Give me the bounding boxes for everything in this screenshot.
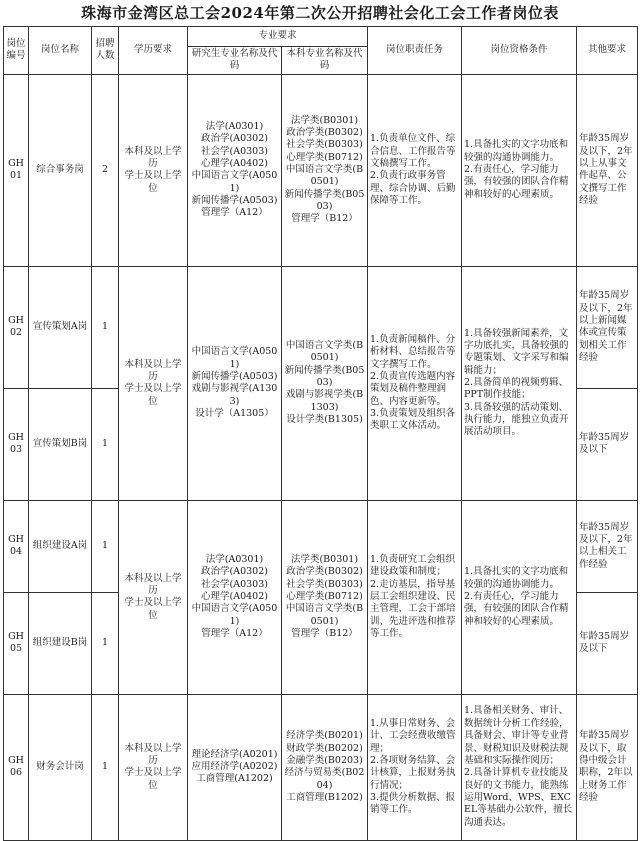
graduate-majors [188, 500, 282, 694]
cell-line: 2.各项财务结算、会计核算，上报财务执行情况； [370, 754, 456, 791]
cell-line: 学士及以上学位 [124, 383, 182, 407]
undergraduate-majors [282, 694, 368, 840]
header-edu: 学历要求 [119, 27, 188, 75]
cell-line: 3.具备较强的活动策划、执行能力，能独立负责开展活动项目。 [464, 401, 569, 438]
cell-line: 管理学（B12） [291, 213, 358, 225]
position-name: 组织建设B岗 [29, 592, 92, 694]
cell-line: 应用经济学(A0202) [191, 761, 278, 773]
position-name: 组织建设A岗 [29, 500, 92, 592]
header-major: 专业要求 [188, 27, 368, 47]
cell-line: 3.负责策划及组织各类职工文体活动。 [370, 407, 456, 432]
education-requirement [119, 74, 188, 266]
cell-line: 社会学类(B0303) [286, 578, 363, 590]
cell-line: 1.具备扎实的文字功底和较强的沟通协调能力。 [464, 566, 569, 590]
graduate-majors [188, 74, 282, 266]
other-requirements: 年龄35周岁及以下，2年以上从事文件起草、公文撰写工作经验 [577, 74, 638, 266]
cell-line: 中国语言文学(A0501) [191, 170, 278, 194]
cell-line: 2.具备计算机专业技能及良好的文书能力，能熟练运用Word、WPS、EXCEL等基础办公软件，擅长沟通表达。 [464, 767, 573, 828]
table-header-row [4, 27, 638, 47]
cell-line: 管理学（B12） [291, 628, 358, 640]
other-requirements: 年龄35周岁及以下 [577, 388, 638, 500]
education-requirement [119, 500, 188, 694]
cell-line: 2.负责宣传选题内容策划及稿件整理润色、内容更新等。 [370, 370, 456, 407]
cell-line: 戏剧与影视学类(B1303) [285, 389, 364, 413]
position-code: GH01 [4, 74, 29, 266]
other-requirements: 年龄35周岁及以下，2年以上相关工作经验 [577, 500, 638, 592]
cell-line: 中国语言文学类(B0501) [285, 603, 364, 627]
education-requirement [119, 694, 188, 840]
undergraduate-majors [282, 500, 368, 694]
cell-line: 2.具备简单的视频剪辑、PPT制作技能； [464, 377, 569, 401]
cell-line: 经济学类(B0201) [286, 730, 363, 742]
hire-count: 1 [92, 592, 119, 694]
cell-line: 1.负责单位文件、综合信息、工作报告等文稿撰写工作。 [370, 133, 456, 169]
position-name: 综合事务岗 [29, 74, 92, 266]
job-qualifications [462, 500, 577, 694]
cell-line: 2.负责行政事务管理、综合协调、后勤保障等工作。 [370, 170, 456, 206]
other-requirements: 年龄35周岁及以下 [577, 592, 638, 694]
hire-count: 1 [92, 266, 119, 388]
cell-line: 本科及以上学历 [124, 572, 182, 596]
cell-line: 心理学类(B0712) [286, 591, 363, 603]
cell-line: 经济与贸易类(B0204) [284, 767, 365, 791]
cell-line: 新闻传播学(A0503) [191, 370, 278, 382]
cell-line: 中国语言文学(A0501) [191, 346, 278, 370]
cell-line: 社会学类(B0303) [286, 139, 363, 151]
table-row [4, 266, 638, 388]
cell-line: 工商管理(A1202) [196, 773, 273, 785]
position-code: GH03 [4, 388, 29, 500]
cell-line: 金融学类(B0203) [286, 754, 363, 766]
cell-line: 管理学（A12） [201, 207, 268, 219]
cell-line: 新闻传播学(A0503) [191, 194, 278, 206]
cell-line: 社会学(A0303) [201, 145, 268, 157]
job-duties [368, 266, 462, 500]
cell-line: 戏剧与影视学(A1303) [191, 383, 278, 407]
cell-line: 3.提供分析数据、报销等工作。 [370, 791, 456, 816]
cell-line: 法学类(B0301) [290, 553, 359, 565]
cell-line: 1.具备扎实的文字功底和较强的沟通协调能力。 [464, 139, 569, 163]
header-count: 招聘人数 [92, 27, 119, 75]
cell-line: 1.负责研究工会组织建设政策和制度； [370, 553, 456, 578]
header-grad-major: 研究生专业名称及代码 [188, 47, 282, 75]
table-row [4, 74, 638, 266]
hire-count: 1 [92, 694, 119, 840]
header-name: 岗位名称 [29, 27, 92, 75]
cell-line: 中国语言文学类(B0501) [285, 339, 364, 364]
cell-line: 法学(A0301) [205, 553, 264, 565]
cell-line: 工商管理(B1202) [286, 791, 363, 803]
table-row [4, 694, 638, 840]
cell-line: 本科及以上学历 [124, 742, 182, 766]
undergraduate-majors [282, 74, 368, 266]
cell-line: 2.有责任心，学习能力强，有较强的团队合作精神和较好的心理素质。 [464, 164, 569, 200]
cell-line: 设计学类(B1305) [286, 414, 363, 426]
cell-line: 新闻传播学类(B0503) [284, 188, 365, 213]
header-quals: 岗位资格条件 [462, 27, 577, 75]
header-ug-major: 本科专业名称及代码 [282, 47, 368, 75]
position-code: GH06 [4, 694, 29, 840]
graduate-majors [188, 694, 282, 840]
job-duties [368, 500, 462, 694]
cell-line: 新闻传播学类(B0503) [284, 364, 365, 389]
position-name: 宣传策划A岗 [29, 266, 92, 388]
cell-line: 2.走访基层，指导基层工会组织建设、民主管理、工会干部培训、先进评选和推荐等工作。 [370, 578, 456, 640]
job-qualifications [462, 74, 577, 266]
cell-line: 社会学(A0303) [201, 578, 268, 590]
cell-line: 法学(A0301) [205, 120, 264, 132]
hire-count: 1 [92, 388, 119, 500]
hire-count: 2 [92, 74, 119, 266]
cell-line: 本科及以上学历 [124, 358, 182, 382]
job-qualifications [462, 266, 577, 500]
header-duties: 岗位职责任务 [368, 27, 462, 75]
cell-line: 政治学类(B0302) [286, 566, 363, 578]
position-code: GH02 [4, 266, 29, 388]
cell-line: 1.具备相关财务、审计、数据统计分析工作经验，具备财会、审计等专业背景、财税知识及财税法规基础和实际操作阅历； [464, 705, 569, 766]
cell-line: 1.具备较强新闻素养，文字功底扎实，具备较强的专题策划、文字采写和编辑能力； [464, 327, 569, 376]
undergraduate-majors [282, 266, 368, 500]
position-code: GH05 [4, 592, 29, 694]
page-title: 珠海市金湾区总工会2024年第二次公开招聘社会化工会工作者岗位表 [81, 4, 559, 22]
cell-line: 设计学（A1305） [195, 407, 274, 419]
cell-line: 中国语言文学(A0501) [191, 603, 278, 627]
cell-line: 心理学类(B0712) [286, 151, 363, 163]
education-requirement [119, 266, 188, 500]
job-qualifications [462, 694, 577, 840]
other-requirements: 年龄35周岁及以下，2年以上新闻媒体或宣传策划相关工作经验 [577, 266, 638, 388]
job-duties [368, 694, 462, 840]
position-name: 宣传策划B岗 [29, 388, 92, 500]
cell-line: 学士及以上学位 [124, 170, 182, 194]
cell-line: 心理学(A0402) [201, 591, 268, 603]
position-code: GH04 [4, 500, 29, 592]
job-duties [368, 74, 462, 266]
cell-line: 管理学（A12） [201, 628, 268, 640]
cell-line: 心理学(A0402) [201, 157, 268, 169]
cell-line: 政治学(A0302) [201, 566, 268, 578]
header-code: 岗位编号 [4, 27, 29, 75]
header-other: 其他要求 [577, 27, 638, 75]
cell-line: 中国语言文学类(B0501) [285, 164, 364, 188]
position-name: 财务会计岗 [29, 694, 92, 840]
hire-count: 1 [92, 500, 119, 592]
cell-line: 学士及以上学位 [124, 767, 182, 791]
cell-line: 1.负责新闻稿件、分析材料、总结报告等文字撰写工作。 [370, 333, 456, 370]
other-requirements: 年龄35周岁及以下，取得中级会计职称，2年以上财务工作经验 [577, 694, 638, 840]
job-positions-table [3, 26, 638, 841]
cell-line: 理论经济学(A0201) [191, 748, 278, 760]
cell-line: 本科及以上学历 [124, 145, 182, 169]
cell-line: 法学类(B0301) [290, 114, 359, 126]
cell-line: 财政学类(B0202) [286, 742, 363, 754]
cell-line: 1.从事日常财务、会计、工会经费收缴管理； [370, 717, 456, 754]
cell-line: 学士及以上学位 [124, 597, 182, 621]
table-row [4, 500, 638, 592]
cell-line: 2.有责任心，学习能力强，有较强的团队合作精神和较好的心理素质。 [464, 591, 569, 627]
cell-line: 政治学(A0302) [201, 133, 268, 145]
cell-line: 政治学类(B0302) [286, 126, 363, 138]
graduate-majors [188, 266, 282, 500]
